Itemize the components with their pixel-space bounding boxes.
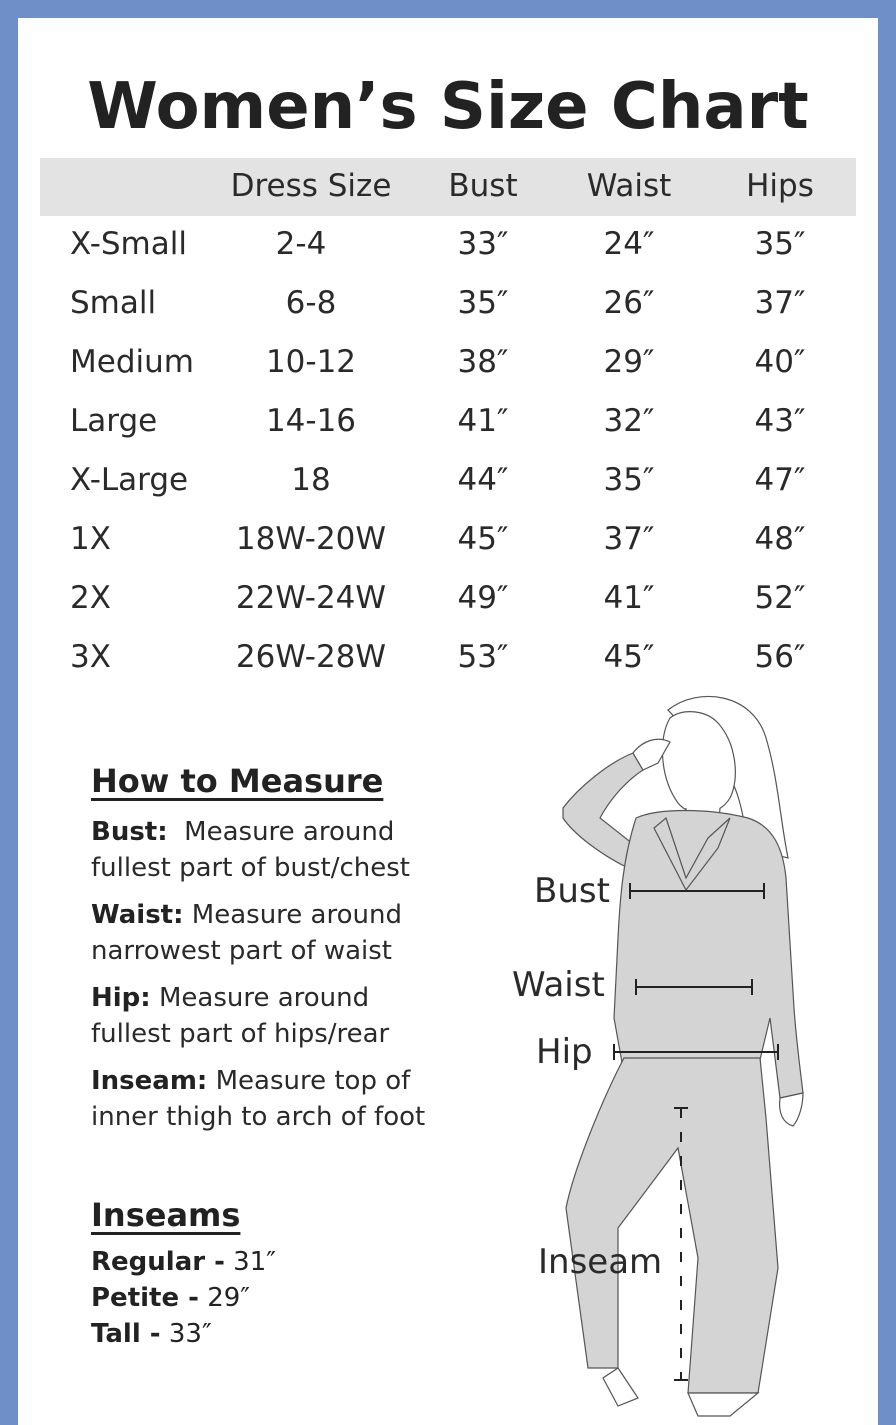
right-hand [780,1093,803,1126]
row-waist: 35″ [603,462,655,498]
row-dress-size: 14-16 [265,403,357,439]
row-size: X-Small [70,226,187,262]
measure-inseam-desc: Measure top of [215,1066,411,1096]
row-hips: 37″ [754,285,806,321]
measure-waist-label: Waist: [91,900,184,930]
measure-bust-label: Bust: [91,817,168,847]
measure-waist-desc: Measure around [191,900,402,930]
inseam-tall-label: Tall - [91,1319,161,1349]
row-waist: 29″ [603,344,655,380]
pajama-figure-illustration [18,18,878,1425]
row-size: 1X [70,521,111,557]
row-waist: 24″ [603,226,655,262]
measure-inseam-label: Inseam: [91,1066,208,1096]
measure-hip-label: Hip: [91,983,151,1013]
header-waist: Waist [586,168,672,204]
measure-bust-desc: Measure around [184,817,395,847]
row-waist: 45″ [603,639,655,675]
row-bust: 35″ [457,285,509,321]
row-size: Large [70,403,158,439]
measure-bust-desc2: fullest part of bust/chest [91,853,410,883]
row-dress-size: 26W-28W [235,639,387,675]
row-size: X-Large [70,462,189,498]
row-size: Medium [70,344,194,380]
figure-label-inseam: Inseam [538,1242,663,1282]
row-hips: 40″ [754,344,806,380]
inseam-petite-label: Petite - [91,1283,199,1313]
size-chart-card [18,18,878,1425]
row-bust: 33″ [457,226,509,262]
row-waist: 32″ [603,403,655,439]
measure-waist-desc2: narrowest part of waist [91,936,393,966]
inseams-heading: Inseams [91,1196,241,1234]
row-hips: 35″ [754,226,806,262]
row-dress-size: 6-8 [285,285,337,321]
row-dress-size: 10-12 [265,344,357,380]
row-dress-size: 2-4 [275,226,327,262]
how-to-measure-heading: How to Measure [91,762,384,800]
left-foot [603,1368,638,1406]
row-bust: 45″ [457,521,509,557]
inseam-regular-label: Regular - [91,1247,225,1277]
inseam-regular-value: 31″ [233,1247,276,1277]
row-hips: 48″ [754,521,806,557]
row-size: 2X [70,580,111,616]
inseam-tall-value: 33″ [168,1319,212,1349]
row-bust: 53″ [457,639,509,675]
row-bust: 44″ [457,462,509,498]
row-size: 3X [70,639,111,675]
header-hips: Hips [746,168,814,204]
row-dress-size: 18W-20W [235,521,387,557]
row-hips: 52″ [754,580,806,616]
figure-label-hip: Hip [536,1032,593,1072]
row-bust: 41″ [457,403,509,439]
row-waist: 41″ [603,580,655,616]
row-size: Small [70,285,157,321]
header-bust: Bust [448,168,518,204]
header-dress-size: Dress Size [230,168,392,204]
pajama-pants [566,1058,778,1393]
row-dress-size: 18 [291,462,331,498]
measure-hip-desc: Measure around [158,983,370,1013]
row-dress-size: 22W-24W [235,580,387,616]
row-waist: 37″ [603,521,655,557]
figure-label-bust: Bust [534,871,610,911]
inseam-petite-value: 29″ [207,1283,250,1313]
row-bust: 49″ [457,580,509,616]
row-waist: 26″ [603,285,655,321]
figure-label-waist: Waist [512,965,605,1005]
measure-hip-desc2: fullest part of hips/rear [91,1019,390,1049]
row-hips: 56″ [754,639,806,675]
row-hips: 43″ [754,403,806,439]
measure-inseam-desc2: inner thigh to arch of foot [91,1102,426,1132]
row-hips: 47″ [754,462,806,498]
page-title: Women’s Size Chart [87,70,809,144]
row-bust: 38″ [457,344,509,380]
right-foot [688,1393,758,1416]
